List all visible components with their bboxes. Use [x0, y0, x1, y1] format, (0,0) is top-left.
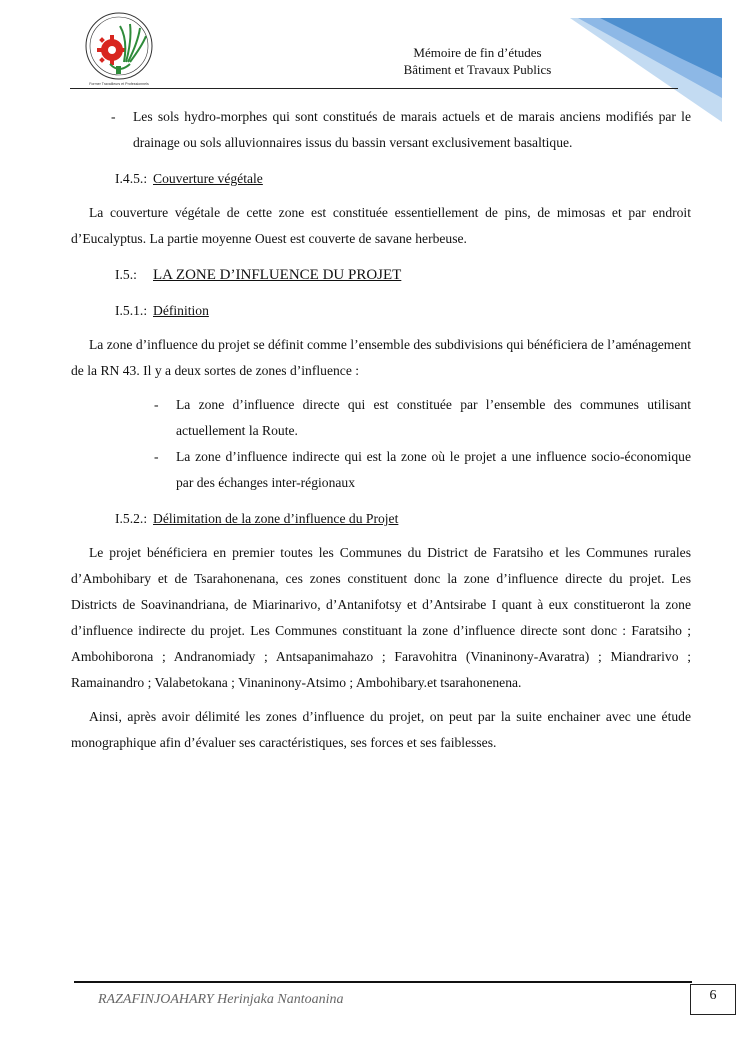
paragraph-couverture: La couverture végétale de cette zone est constituée essentiellement de pins, de mimosas et par endroit d’Eucalyptus. La partie moyenne Ouest est couverte de savane herbeuse.	[71, 205, 691, 246]
paragraph-delimitation: Le projet bénéficiera en premier toutes les Communes du District de Faratsiho et les Communes rurales d’Ambohibary et de Tsarahonenana, ces zones constituent donc la zone d’influence directe du projet. Les Districts de Soavinandriana, de Miarinarivo, d’Antanifotsy et d’Antsirabe I quant à eux constitueront la zone d’influence indirecte du projet. Les Communes constituant la zone d’influence directe sont donc : Faratsiho ; Ambohiborona ; Andranomiady ; Antsapanimahazo ; Faravohitra (Vinaninony-Avaratra) ; Miandrarivo ; Ramainandro ; Valabetokana ; Vinaninony-Atsimo ; Ambohibary.et tsarahonenena.	[71, 545, 691, 690]
footer-author: RAZAFINJOAHARY Herinjaka Nantoanina	[98, 992, 344, 1007]
list-item-indirecte: - La zone d’influence indirecte qui est la zone où le projet a une influence socio-économique par des échanges inter-régionaux	[154, 449, 691, 490]
header-title	[390, 44, 565, 78]
list-item-sols: - Les sols hydro-morphes qui sont constitués de marais actuels et de marais anciens modifiés par le drainage ou sols alluvionnaires issus du bassin versant exclusivement basaltique.	[111, 109, 691, 150]
list-item-directe: - La zone d’influence directe qui est constituée par l’ensemble des communes utilisant actuellement la Route.	[154, 397, 691, 438]
heading-couverture: I.4.5.: Couverture végétale	[115, 171, 263, 186]
page-content	[71, 104, 691, 764]
header-rule	[70, 88, 678, 89]
page-number: 6	[690, 984, 736, 1015]
heading-definition: I.5.1.: Définition	[115, 303, 209, 318]
institution-logo	[80, 10, 158, 88]
footer-rule	[74, 981, 692, 983]
header-title-line2: Bâtiment et Travaux Publics	[403, 62, 552, 77]
heading-delimitation: I.5.2.: Délimitation de la zone d’influence du Projet	[115, 511, 399, 526]
header-title-line1: Mémoire de fin d’études	[413, 45, 542, 60]
paragraph-ainsi: Ainsi, après avoir délimité les zones d’influence du projet, on peut par la suite enchainer avec une étude monographique afin d’évaluer ses caractéristiques, ses forces et ses faiblesses.	[71, 709, 691, 750]
paragraph-definition: La zone d’influence du projet se définit comme l’ensemble des subdivisions qui bénéficiera de l’aménagement de la RN 43. Il y a deux sortes de zones d’influence :	[71, 337, 691, 378]
heading-zone-influence: I.5.: LA ZONE D’INFLUENCE DU PROJET	[115, 267, 402, 283]
logo-caption: Former Travailleurs et Professionnels	[89, 82, 149, 86]
